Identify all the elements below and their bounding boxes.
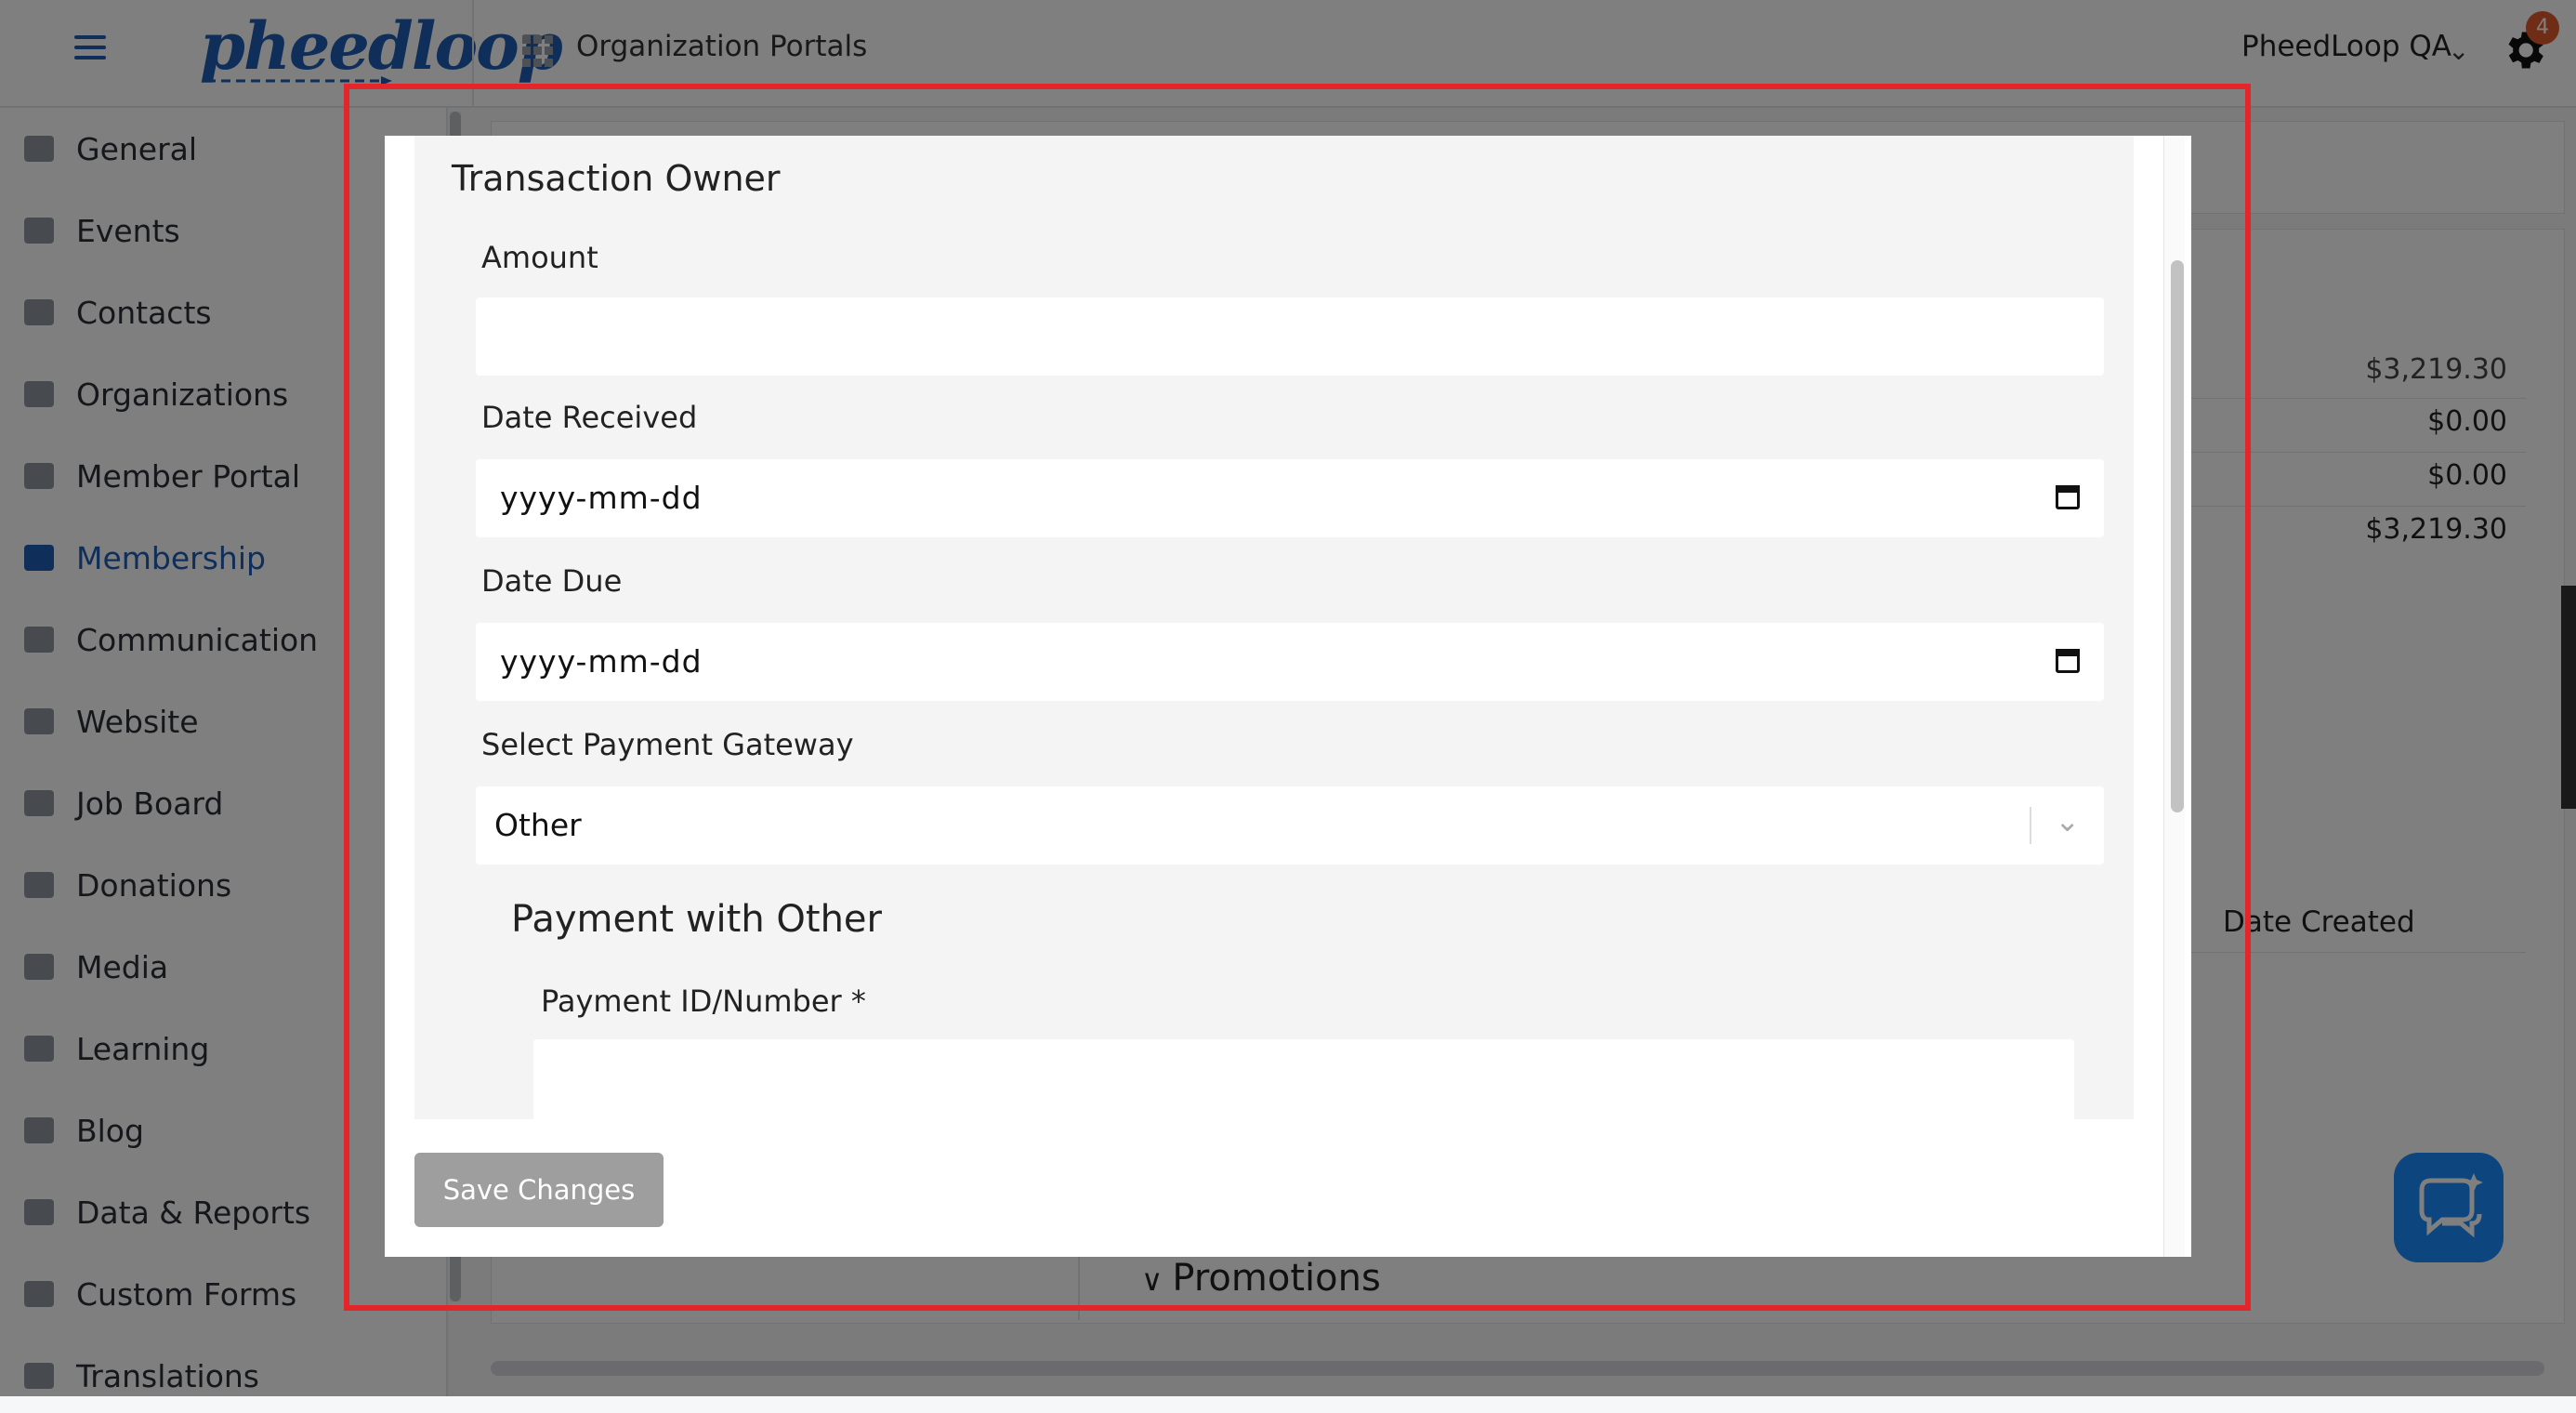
section-title: Transaction Owner	[452, 158, 781, 199]
payment-subtitle: Payment with Other	[511, 898, 882, 941]
amount-label: Amount	[481, 240, 598, 275]
date-due-label: Date Due	[481, 563, 623, 599]
payment-gateway-value: Other	[494, 807, 582, 843]
date-due-placeholder: yyyy-mm-dd	[500, 643, 703, 680]
payment-gateway-label: Select Payment Gateway	[481, 727, 854, 762]
date-received-label: Date Received	[481, 400, 698, 435]
payment-id-label: Payment ID/Number *	[541, 984, 866, 1019]
save-changes-button[interactable]: Save Changes	[414, 1153, 664, 1227]
chevron-down-icon[interactable]: ⌄	[2055, 803, 2080, 839]
date-received-placeholder: yyyy-mm-dd	[500, 480, 703, 516]
highlight-box	[344, 84, 2251, 1311]
